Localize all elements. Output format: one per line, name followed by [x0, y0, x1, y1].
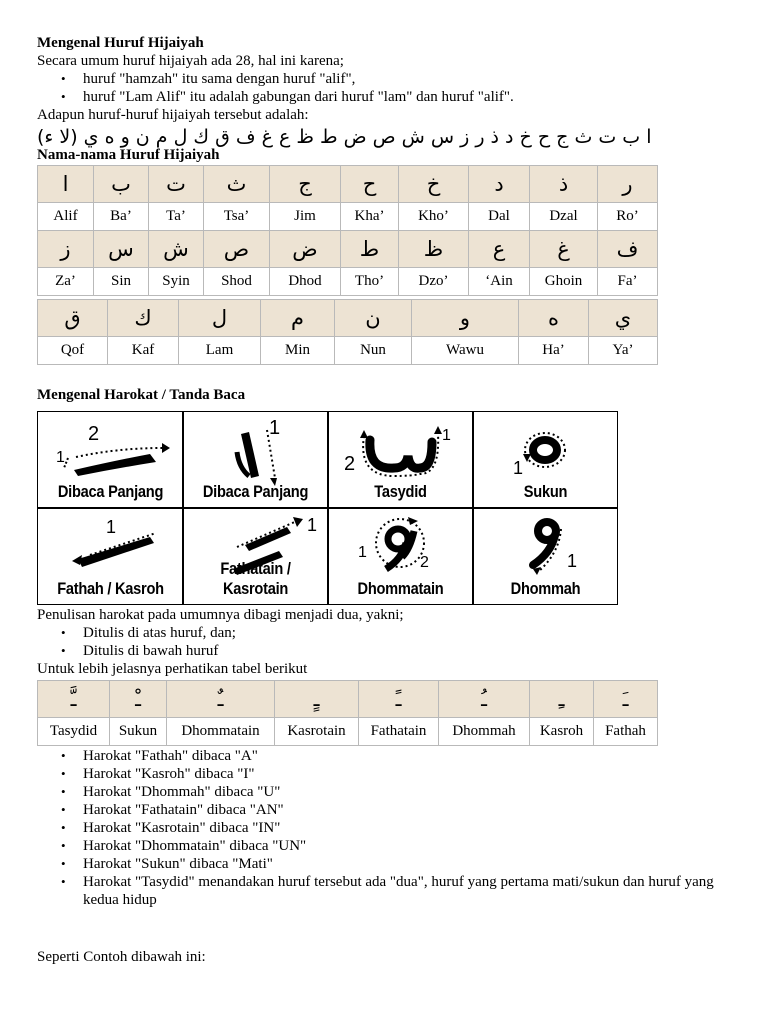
letter-name-cell: Kho’	[399, 203, 469, 231]
harokat-caption: Fathah / Kasroh	[57, 579, 164, 598]
letter-cell: خ	[399, 166, 469, 203]
letter-cell: ط	[341, 231, 399, 268]
letter-cell: ح	[341, 166, 399, 203]
hamzah-bullet-list	[37, 70, 737, 106]
letter-cell: ز	[38, 231, 94, 268]
letters-table-1	[37, 165, 658, 296]
penulisan-paragraph: Penulisan harokat pada umumnya dibagi menjadi dua, yakni;	[37, 607, 404, 623]
letter-name-cell: Tho’	[341, 268, 399, 296]
list-item: • Harokat "Kasroh" dibaca "I"	[83, 765, 743, 783]
list-item: • Ditulis di atas huruf, dan;	[83, 624, 737, 642]
harokat-mark-cell: ـً	[359, 681, 439, 718]
letter-name-cell: Ya’	[589, 337, 658, 365]
letter-name-cell: Tsa’	[204, 203, 270, 231]
example-paragraph: Seperti Contoh dibawah ini:	[37, 949, 206, 965]
letter-name-cell: Dal	[469, 203, 530, 231]
letter-name-cell: Ha’	[519, 337, 589, 365]
harokat-caption: Tasydid	[374, 482, 427, 501]
outro-paragraph: Adapun huruf-huruf hijaiyah tersebut adalah:	[37, 107, 309, 123]
stroke-order-number: 2	[344, 453, 356, 475]
letter-cell: و	[412, 300, 519, 337]
letter-name-cell: Ba’	[94, 203, 149, 231]
harokat-name-cell: Sukun	[110, 718, 167, 746]
letter-cell: ص	[204, 231, 270, 268]
harokat-name-cell: Fathah	[594, 718, 658, 746]
harokat-cell-dhommatain	[328, 509, 473, 605]
letter-name-cell: Dzo’	[399, 268, 469, 296]
harokat-illustration	[37, 411, 618, 605]
letter-name-cell: Syin	[149, 268, 204, 296]
letter-cell: ك	[108, 300, 179, 337]
letter-cell: ع	[469, 231, 530, 268]
stroke-order-number: 1	[106, 517, 117, 537]
letter-cell: ق	[38, 300, 108, 337]
harokat-section-body	[37, 606, 737, 966]
letter-cell: د	[469, 166, 530, 203]
harokat-cell-fathatain-kasrotain	[183, 509, 328, 605]
stroke-order-number: 1	[56, 449, 65, 466]
letter-name-cell: Min	[261, 337, 335, 365]
list-item: • Harokat "Kasrotain" dibaca "IN"	[83, 819, 743, 837]
letter-name-cell: Nun	[335, 337, 412, 365]
stroke-order-number: 2	[420, 554, 429, 571]
letter-name-cell: Wawu	[412, 337, 519, 365]
section-title-nama-huruf: Nama-nama Huruf Hijaiyah	[37, 147, 220, 163]
letter-cell: م	[261, 300, 335, 337]
list-item: • Ditulis di bawah huruf	[83, 642, 737, 660]
letter-cell: ش	[149, 231, 204, 268]
letter-cell: ل	[179, 300, 261, 337]
harokat-name-cell: Dhommatain	[167, 718, 275, 746]
list-item: • Harokat "Fathatain" dibaca "AN"	[83, 801, 743, 819]
harokat-mark-cell: ـُ	[439, 681, 530, 718]
letter-cell: ت	[149, 166, 204, 203]
stroke-order-number: 1	[442, 427, 451, 444]
letter-name-cell: Kha’	[341, 203, 399, 231]
stroke-order-number: 1	[513, 458, 524, 478]
letter-name-cell: ‘Ain	[469, 268, 530, 296]
letter-name-cell: Qof	[38, 337, 108, 365]
section-title-harokat: Mengenal Harokat / Tanda Baca	[37, 387, 246, 403]
harokat-table	[37, 680, 658, 746]
harokat-cell-sukun	[473, 412, 618, 508]
stroke-order-number: 2	[88, 423, 100, 445]
list-item: • huruf "hamzah" itu sama dengan huruf "alif",	[83, 70, 737, 88]
harokat-mark-cell: ـٌ	[167, 681, 275, 718]
letter-name-cell: Lam	[179, 337, 261, 365]
list-item: • Harokat "Tasydid" menandakan huruf tersebut ada "dua", huruf yang pertama mati/sukun dan huruf yang kedua hidup	[83, 873, 743, 909]
harokat-mark-cell: ـِ	[530, 681, 594, 718]
harokat-mark-cell: ـْ	[110, 681, 167, 718]
letter-name-cell: Kaf	[108, 337, 179, 365]
stroke-order-number: 1	[307, 515, 318, 535]
letter-cell: ن	[335, 300, 412, 337]
letter-cell: ر	[598, 166, 658, 203]
list-item: • Harokat "Dhommah" dibaca "U"	[83, 783, 743, 801]
letter-cell: ج	[270, 166, 341, 203]
harokat-caption: Sukun	[523, 482, 568, 501]
harokat-name-cell: Tasydid	[38, 718, 110, 746]
list-item: • Harokat "Dhommatain" dibaca "UN"	[83, 837, 743, 855]
letter-name-cell: Dzal	[530, 203, 598, 231]
harokat-mark-cell: ـٍ	[275, 681, 359, 718]
harokat-mark-cell: ـَّ	[38, 681, 110, 718]
letter-name-cell: Ro’	[598, 203, 658, 231]
list-item: • Harokat "Fathah" dibaca "A"	[83, 747, 743, 765]
harokat-caption: Dhommah	[510, 579, 581, 598]
letter-cell: ث	[204, 166, 270, 203]
letters-table-2	[37, 299, 658, 365]
harokat-caption: Dhommatain	[357, 579, 444, 598]
harokat-caption: Dibaca Panjang	[202, 482, 309, 501]
letter-cell: ي	[589, 300, 658, 337]
letter-cell: ض	[270, 231, 341, 268]
harokat-caption: Fathatain / Kasrotain	[220, 559, 291, 598]
letter-name-cell: Shod	[204, 268, 270, 296]
list-item: • Harokat "Sukun" dibaca "Mati"	[83, 855, 743, 873]
letter-name-cell: Dhod	[270, 268, 341, 296]
letter-name-cell: Za’	[38, 268, 94, 296]
letter-cell: ه	[519, 300, 589, 337]
section-title-huruf-hijaiyah: Mengenal Huruf Hijaiyah	[37, 35, 204, 51]
penulisan-bullet-list	[37, 624, 737, 660]
letter-name-cell: Alif	[38, 203, 94, 231]
letter-cell: غ	[530, 231, 598, 268]
harokat-caption: Dibaca Panjang	[57, 482, 164, 501]
harokat-mark-cell: ـَ	[594, 681, 658, 718]
letter-cell: ف	[598, 231, 658, 268]
intro-paragraph: Secara umum huruf hijaiyah ada 28, hal ini karena;	[37, 53, 344, 69]
document-page	[37, 34, 737, 404]
letter-name-cell: Sin	[94, 268, 149, 296]
stroke-order-number: 1	[269, 417, 281, 439]
harokat-cell-dibaca-panjang-2	[183, 412, 328, 508]
letter-name-cell: Ghoin	[530, 268, 598, 296]
harokat-name-cell: Kasrotain	[275, 718, 359, 746]
harokat-rules-list	[37, 747, 743, 909]
stroke-order-number: 1	[567, 551, 578, 571]
list-item: • huruf "Lam Alif" itu adalah gabungan dari huruf "lam" dan huruf "alif".	[83, 88, 737, 106]
letter-cell: ا	[38, 166, 94, 203]
letter-cell: ذ	[530, 166, 598, 203]
harokat-name-cell: Kasroh	[530, 718, 594, 746]
letter-name-cell: Fa’	[598, 268, 658, 296]
harokat-cell-dhommah	[473, 509, 618, 605]
harokat-name-cell: Dhommah	[439, 718, 530, 746]
table-intro-paragraph: Untuk lebih jelasnya perhatikan tabel berikut	[37, 661, 308, 677]
arabic-alphabet-line: ا ب ت ث ج ح خ د ذ ر ز س ش ص ض ط ظ ع غ ف ق ك ل م ن و ه ي (لا ء)	[37, 126, 652, 148]
harokat-cell-fathah-kasroh	[38, 509, 183, 605]
letter-name-cell: Ta’	[149, 203, 204, 231]
letter-cell: ب	[94, 166, 149, 203]
stroke-order-number: 1	[358, 544, 367, 561]
letter-name-cell: Jim	[270, 203, 341, 231]
harokat-cell-dibaca-panjang-1	[38, 412, 183, 508]
letter-cell: س	[94, 231, 149, 268]
letter-cell: ظ	[399, 231, 469, 268]
harokat-name-cell: Fathatain	[359, 718, 439, 746]
harokat-cell-tasydid	[328, 412, 473, 508]
